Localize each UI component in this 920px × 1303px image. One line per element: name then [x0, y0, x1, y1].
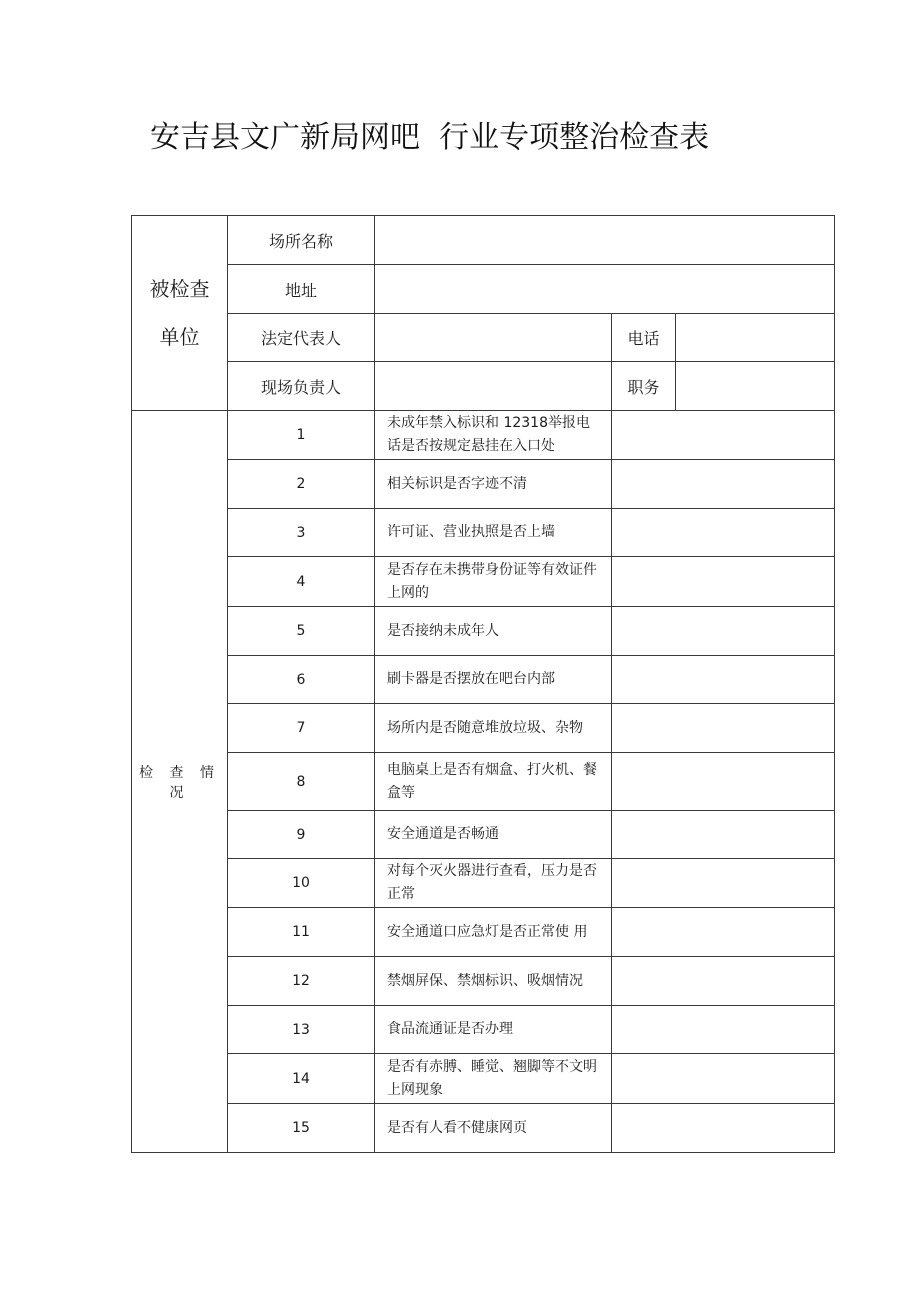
table-row: [132, 1054, 835, 1104]
item-text: 禁烟屏保、禁烟标识、吸烟情况: [375, 957, 612, 1006]
table-row: [132, 1104, 835, 1153]
inspection-section-label: 检 查 情 况: [132, 411, 228, 1153]
row-onsite-manager: [132, 362, 835, 411]
onsite-manager-label: 现场负责人: [228, 362, 375, 411]
table-row: [132, 908, 835, 957]
page-title: 安吉县文广新局网吧 行业专项整治检查表: [150, 120, 710, 155]
phone-label: 电话: [612, 314, 676, 362]
item-number: 10: [228, 859, 375, 908]
item-number: 4: [228, 557, 375, 607]
item-result-field[interactable]: [612, 811, 835, 859]
table-row: [132, 1006, 835, 1054]
item-text: 场所内是否随意堆放垃圾、杂物: [375, 704, 612, 753]
item-number: 15: [228, 1104, 375, 1153]
item-result-field[interactable]: [612, 704, 835, 753]
item-number: 3: [228, 509, 375, 557]
inspection-form-table: [131, 215, 835, 1153]
item-number: 7: [228, 704, 375, 753]
table-row: [132, 704, 835, 753]
item-result-field[interactable]: [612, 1104, 835, 1153]
table-row: [132, 460, 835, 509]
onsite-manager-field[interactable]: [375, 362, 612, 411]
item-number: 2: [228, 460, 375, 509]
address-label: 地址: [228, 265, 375, 314]
item-number: 13: [228, 1006, 375, 1054]
table-row: [132, 607, 835, 656]
item-text: 刷卡器是否摆放在吧台内部: [375, 656, 612, 704]
item-number: 11: [228, 908, 375, 957]
item-number: 1: [228, 411, 375, 460]
item-result-field[interactable]: [612, 557, 835, 607]
row-legal-rep: [132, 314, 835, 362]
item-result-field[interactable]: [612, 957, 835, 1006]
item-result-field[interactable]: [612, 411, 835, 460]
item-number: 6: [228, 656, 375, 704]
item-text: 许可证、营业执照是否上墙: [375, 509, 612, 557]
venue-name-label: 场所名称: [228, 216, 375, 265]
item-text: 未成年禁入标识和 12318举报电话是否按规定悬挂在入口处: [375, 411, 612, 460]
item-text: 电脑桌上是否有烟盒、打火机、餐盒等: [375, 753, 612, 811]
item-text: 是否有人看不健康网页: [375, 1104, 612, 1153]
item-result-field[interactable]: [612, 908, 835, 957]
phone-field[interactable]: [676, 314, 835, 362]
position-field[interactable]: [676, 362, 835, 411]
table-row: [132, 859, 835, 908]
item-text: 是否存在未携带身份证等有效证件上网的: [375, 557, 612, 607]
item-result-field[interactable]: [612, 1054, 835, 1104]
item-text: 食品流通证是否办理: [375, 1006, 612, 1054]
item-text: 是否有赤膊、睡觉、翘脚等不文明上网现象: [375, 1054, 612, 1104]
legal-rep-label: 法定代表人: [228, 314, 375, 362]
item-result-field[interactable]: [612, 607, 835, 656]
item-result-field[interactable]: [612, 859, 835, 908]
venue-name-field[interactable]: [375, 216, 835, 265]
legal-rep-field[interactable]: [375, 314, 612, 362]
table-row: [132, 411, 835, 460]
item-result-field[interactable]: [612, 509, 835, 557]
item-number: 12: [228, 957, 375, 1006]
item-text: 是否接纳未成年人: [375, 607, 612, 656]
item-number: 5: [228, 607, 375, 656]
inspected-unit-label-line1: 被检查: [149, 277, 210, 301]
row-address: [132, 265, 835, 314]
position-label: 职务: [612, 362, 676, 411]
item-result-field[interactable]: [612, 460, 835, 509]
row-venue-name: [132, 216, 835, 265]
item-number: 8: [228, 753, 375, 811]
table-row: [132, 957, 835, 1006]
item-number: 9: [228, 811, 375, 859]
item-text: 安全通道口应急灯是否正常使 用: [375, 908, 612, 957]
table-row: [132, 656, 835, 704]
table-row: [132, 509, 835, 557]
item-number: 14: [228, 1054, 375, 1104]
item-text: 相关标识是否字迹不清: [375, 460, 612, 509]
address-field[interactable]: [375, 265, 835, 314]
table-row: [132, 753, 835, 811]
table-row: [132, 557, 835, 607]
item-text: 对每个灭火器进行查看，压力是否正常: [375, 859, 612, 908]
item-result-field[interactable]: [612, 656, 835, 704]
item-text: 安全通道是否畅通: [375, 811, 612, 859]
inspected-unit-label-line2: 单位: [159, 325, 200, 349]
table-row: [132, 811, 835, 859]
inspected-unit-label: [132, 216, 228, 411]
item-result-field[interactable]: [612, 753, 835, 811]
item-result-field[interactable]: [612, 1006, 835, 1054]
